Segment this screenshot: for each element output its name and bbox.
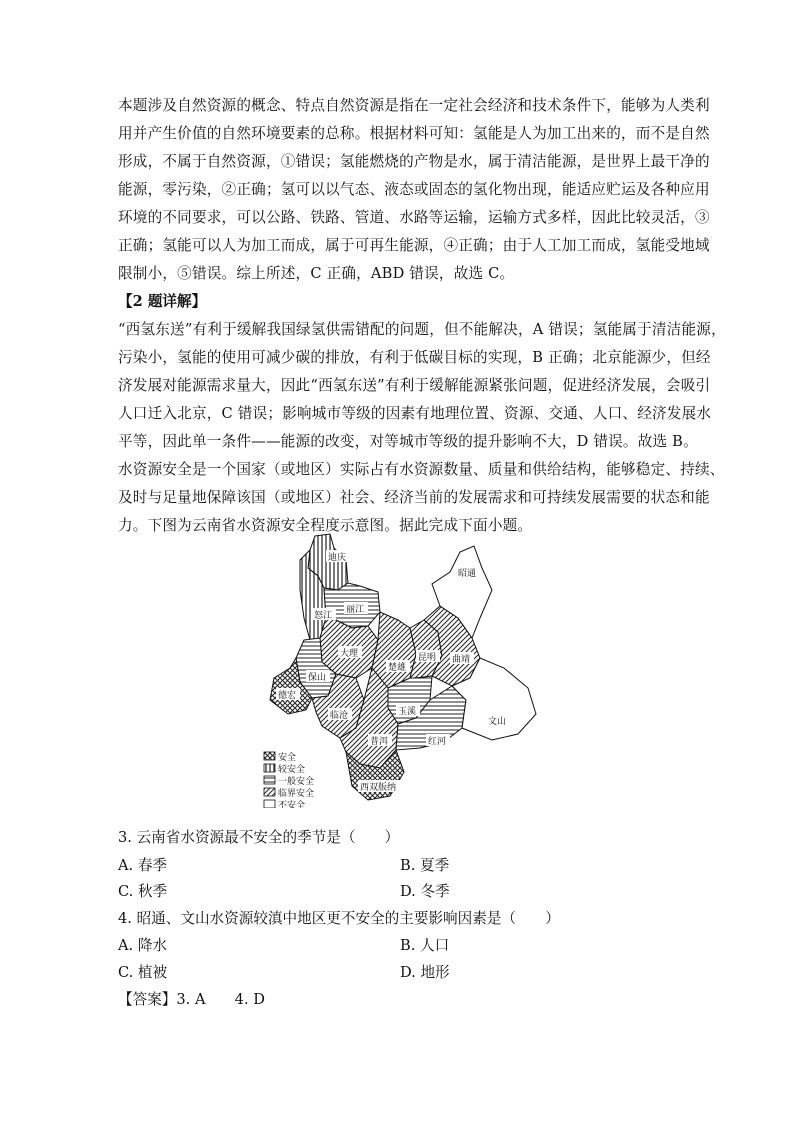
answer-text: 3. A 4. D <box>176 991 265 1008</box>
text-line: 形成，不属于自然资源，①错误；氢能燃烧的产物是水，属于清洁能源，是世界上最干净的 <box>118 153 710 170</box>
q3-option-b[interactable]: B. 夏季 <box>400 857 450 874</box>
question-4-stem: 4. 昭通、文山水资源较滇中地区更不安全的主要影响因素是（ ） <box>118 910 560 927</box>
legend-critical-safe: 临界安全 <box>278 789 315 799</box>
label-baoshan: 保山 <box>308 673 327 683</box>
legend-safe: 安全 <box>278 753 297 763</box>
question-3-stem: 3. 云南省水资源最不安全的季节是（ ） <box>118 829 400 846</box>
q4-option-a[interactable]: A. 降水 <box>118 937 168 954</box>
text-line: 环境的不同要求，可以公路、铁路、管道、水路等运输，运输方式多样，因此比较灵活，③ <box>118 209 710 226</box>
q4-option-d[interactable]: D. 地形 <box>400 964 450 981</box>
q4-option-b[interactable]: B. 人口 <box>400 937 450 954</box>
legend-fairly-safe: 较安全 <box>278 765 306 775</box>
label-dehong: 德宏 <box>278 691 297 701</box>
label-qujing: 曲靖 <box>452 655 471 665</box>
text-line: 本题涉及自然资源的概念、特点自然资源是指在一定社会经济和技术条件下，能够为人类利 <box>118 97 710 114</box>
label-lijiang: 丽江 <box>346 605 365 615</box>
text-line: 水资源安全是一个国家（或地区）实际占有水资源数量、质量和供给结构，能够稳定、持续、 <box>118 461 725 478</box>
text-line: 济发展对能源需求量大，因此“西氢东送”有利于缓解能源紧张问题，促进经济发展，会吸引 <box>118 377 711 394</box>
label-dali: 大理 <box>340 649 359 659</box>
label-xishuangbanna: 西双版纳 <box>360 783 397 793</box>
legend-general-safe: 一般安全 <box>278 777 315 787</box>
text-line: 人口迁入北京，C 错误；影响城市等级的因素有地理位置、资源、交通、人口、经济发展水 <box>118 405 712 422</box>
q3-option-d[interactable]: D. 冬季 <box>400 883 450 900</box>
q4-option-c[interactable]: C. 植被 <box>118 964 168 981</box>
text-line: 平等，因此单一条件——能源的改变，对等城市等级的提升影响不大，D 错误。故选 B。 <box>118 433 698 450</box>
label-wenshan: 文山 <box>488 717 507 727</box>
answer-line <box>118 986 265 1014</box>
label-zhaotong: 昭通 <box>458 569 477 579</box>
text-line: 正确；氢能可以人为加工而成，属于可再生能源，④正确；由于人工加工而成，氢能受地域 <box>118 237 710 254</box>
label-chuxiong: 楚雄 <box>388 663 407 673</box>
q1-explanation <box>118 92 710 288</box>
answer-label: 【答案】 <box>118 991 177 1008</box>
yunnan-water-security-map <box>260 528 550 808</box>
label-lincang: 临沧 <box>330 711 349 721</box>
label-yuxi: 玉溪 <box>398 707 417 717</box>
label-honghe: 红河 <box>428 737 447 747</box>
text-line: “西氢东送”有利于缓解我国绿氢供需错配的问题，但不能解决，A 错误；氢能属于清洁能源， <box>118 321 726 338</box>
label-puer: 普洱 <box>370 737 389 747</box>
text-line: 污染小，氢能的使用可减少碳的排放，有利于低碳目标的实现，B 正确；北京能源少，但经 <box>118 349 711 366</box>
label-nujiang: 怒江 <box>314 611 333 621</box>
q3-option-a[interactable]: A. 春季 <box>118 857 168 874</box>
text-line: 限制小，⑤错误。综上所述，C 正确，ABD 错误，故选 C。 <box>118 265 515 282</box>
text-line: 及时与足量地保障该国（或地区）社会、经济当前的发展需求和可持续发展需要的状态和能 <box>118 489 710 506</box>
text-line: 力。下图为云南省水资源安全程度示意图。据此完成下面小题。 <box>118 517 533 534</box>
text-line: 用并产生价值的自然环境要素的总称。根据材料可知：氢能是人为加工出来的，而不是自然 <box>118 125 710 142</box>
text-line: 能源，零污染，②正确；氢可以以气态、液态或固态的氢化物出现，能适应贮运及各种应用 <box>118 181 710 198</box>
map-legend <box>264 751 314 808</box>
legend-unsafe: 不安全 <box>278 801 306 808</box>
label-kunming: 昆明 <box>418 653 437 663</box>
q2-explanation <box>118 316 726 456</box>
q3-option-c[interactable]: C. 秋季 <box>118 883 168 900</box>
label-diqing: 迪庆 <box>328 553 347 563</box>
q2-heading: 【2 题详解】 <box>118 293 207 310</box>
